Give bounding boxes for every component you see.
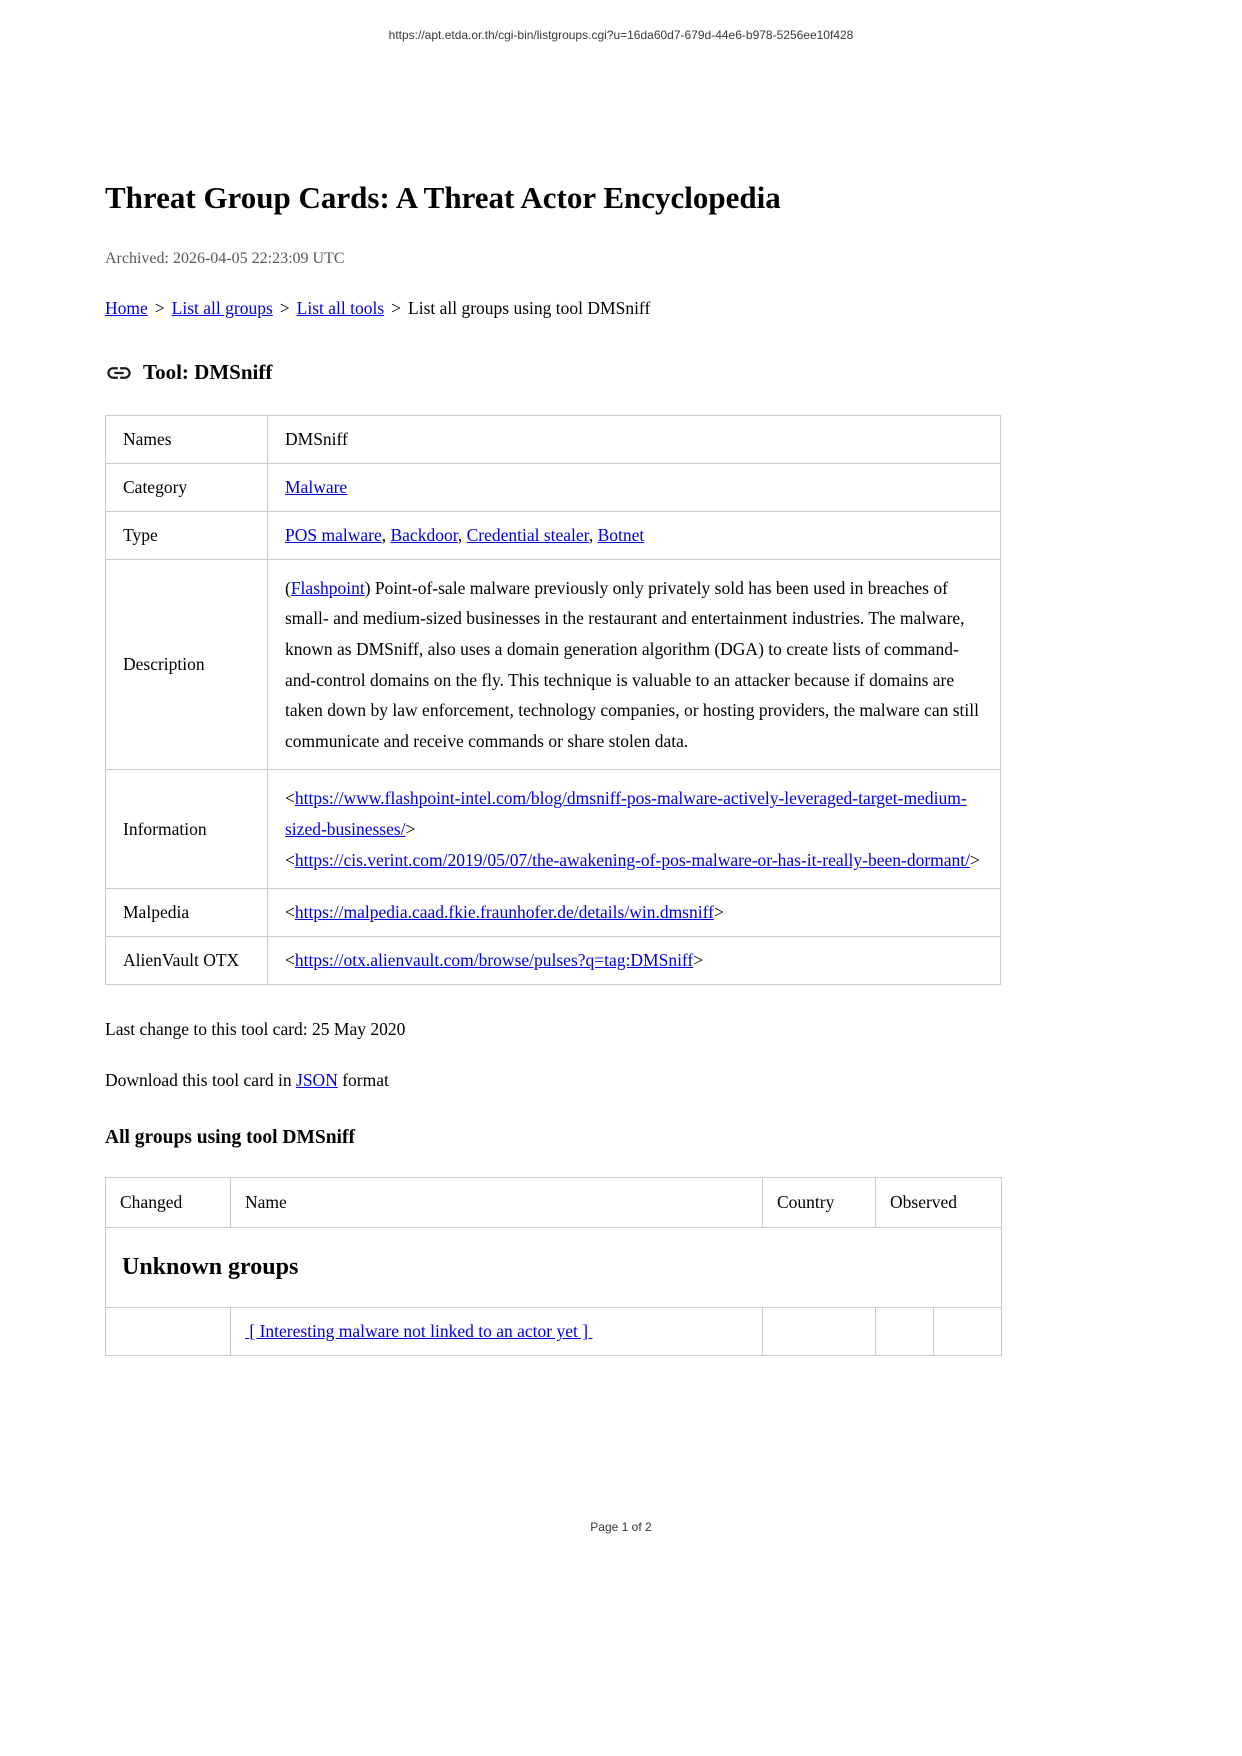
category-value bbox=[268, 463, 1001, 511]
tool-heading-label: Tool: DMSniff bbox=[143, 360, 273, 385]
group-country-cell bbox=[763, 1308, 876, 1356]
row-label-malpedia: Malpedia bbox=[106, 889, 268, 937]
breadcrumb-separator: > bbox=[279, 297, 290, 318]
flashpoint-link[interactable]: Flashpoint bbox=[290, 577, 365, 598]
row-label-type: Type bbox=[106, 511, 268, 559]
groups-table bbox=[105, 1177, 1002, 1356]
information-line bbox=[285, 845, 983, 876]
column-header-country: Country bbox=[763, 1178, 876, 1228]
page-title: Threat Group Cards: A Threat Actor Encyclopedia bbox=[105, 180, 781, 215]
group-observed-end-cell bbox=[934, 1308, 1002, 1356]
comma-separator: , bbox=[588, 524, 598, 545]
comma-separator: , bbox=[381, 524, 391, 545]
description-value bbox=[268, 559, 1001, 770]
type-pos-malware-link[interactable]: POS malware bbox=[285, 524, 382, 545]
angle-open: < bbox=[285, 950, 295, 971]
row-label-information: Information bbox=[106, 770, 268, 889]
group-row bbox=[106, 1308, 1002, 1356]
groups-section-heading: All groups using tool DMSniff bbox=[105, 1127, 355, 1149]
download-note bbox=[105, 1070, 1137, 1091]
breadcrumb-home[interactable]: Home bbox=[105, 297, 148, 318]
groups-section-row bbox=[106, 1228, 1002, 1308]
table-row-type bbox=[106, 511, 1001, 559]
row-label-alienvault: AlienVault OTX bbox=[106, 937, 268, 985]
malpedia-value bbox=[268, 889, 1001, 937]
information-flashpoint-url-link[interactable]: https://www.flashpoint-intel.com/blog/dmsniff-pos-malware-actively-leveraged-target-medium-sized-businesses/ bbox=[285, 788, 967, 840]
column-header-name: Name bbox=[231, 1178, 763, 1228]
breadcrumb bbox=[105, 298, 1137, 319]
group-name-link[interactable]: [ Interesting malware not linked to an actor yet ] bbox=[245, 1321, 593, 1342]
tool-card-table bbox=[105, 415, 1001, 986]
type-backdoor-link[interactable]: Backdoor bbox=[390, 524, 458, 545]
groups-header-row bbox=[106, 1178, 1002, 1228]
download-suffix: format bbox=[337, 1070, 389, 1091]
type-botnet-link[interactable]: Botnet bbox=[597, 524, 645, 545]
print-header-url: https://apt.etda.or.th/cgi-bin/listgroups.cgi?u=16da60d7-679d-44e6-b978-5256ee10f428 bbox=[388, 28, 854, 42]
breadcrumb-separator: > bbox=[391, 297, 402, 318]
comma-separator: , bbox=[457, 524, 467, 545]
angle-open: < bbox=[285, 902, 295, 923]
information-value bbox=[268, 770, 1001, 889]
type-credential-stealer-link[interactable]: Credential stealer bbox=[466, 524, 589, 545]
information-verint-url-link[interactable]: https://cis.verint.com/2019/05/07/the-awakening-of-pos-malware-or-has-it-really-been-dormant/ bbox=[294, 849, 971, 870]
table-row-names bbox=[106, 415, 1001, 463]
download-prefix: Download this tool card in bbox=[105, 1070, 297, 1091]
tool-heading bbox=[105, 359, 1137, 387]
names-value: DMSniff bbox=[268, 415, 1001, 463]
page-number: Page 1 of 2 bbox=[590, 1520, 652, 1534]
angle-close: > bbox=[970, 849, 980, 870]
angle-close: > bbox=[405, 819, 416, 840]
description-text: ) Point-of-sale malware previously only privately sold has been used in breaches of small- and medium-sized businesses in the restaurant and entertainment industries. The malware, known as DMSniff, also uses a domain generation algorithm (DGA) to create lists of command-and-control domains on the fly. This technique is valuable to an attacker because if domains are taken down by law enforcement, technology companies, or hosting providers, the malware can still communicate and receive commands or share stolen data. bbox=[285, 577, 979, 751]
breadcrumb-separator: > bbox=[154, 297, 165, 318]
alienvault-url-link[interactable]: https://otx.alienvault.com/browse/pulses?q=tag:DMSniff bbox=[294, 950, 694, 971]
angle-open: < bbox=[285, 788, 295, 809]
table-row-information bbox=[106, 770, 1001, 889]
unknown-groups-heading: Unknown groups bbox=[106, 1228, 1002, 1308]
group-name-cell bbox=[231, 1308, 763, 1356]
download-json-link[interactable]: JSON bbox=[296, 1070, 338, 1091]
description-paren-open: ( bbox=[285, 577, 291, 598]
row-label-description: Description bbox=[106, 559, 268, 770]
link-icon bbox=[105, 359, 133, 387]
angle-open: < bbox=[285, 849, 295, 870]
row-label-names: Names bbox=[106, 415, 268, 463]
column-header-changed: Changed bbox=[106, 1178, 231, 1228]
alienvault-value bbox=[268, 937, 1001, 985]
last-change-note: Last change to this tool card: 25 May 2020 bbox=[105, 1019, 406, 1040]
group-changed-cell bbox=[106, 1308, 231, 1356]
table-row-malpedia bbox=[106, 889, 1001, 937]
information-line bbox=[285, 783, 983, 844]
angle-close: > bbox=[693, 950, 704, 971]
table-row-category bbox=[106, 463, 1001, 511]
table-row-description bbox=[106, 559, 1001, 770]
group-observed-start-cell bbox=[876, 1308, 934, 1356]
breadcrumb-list-all-groups[interactable]: List all groups bbox=[171, 297, 273, 318]
type-value bbox=[268, 511, 1001, 559]
angle-close: > bbox=[713, 902, 724, 923]
archived-timestamp: Archived: 2026-04-05 22:23:09 UTC bbox=[105, 249, 345, 267]
breadcrumb-list-all-tools[interactable]: List all tools bbox=[296, 297, 385, 318]
row-label-category: Category bbox=[106, 463, 268, 511]
table-row-alienvault bbox=[106, 937, 1001, 985]
breadcrumb-current: List all groups using tool DMSniff bbox=[408, 297, 651, 318]
category-malware-link[interactable]: Malware bbox=[285, 476, 348, 497]
malpedia-url-link[interactable]: https://malpedia.caad.fkie.fraunhofer.de/details/win.dmsniff bbox=[294, 902, 714, 923]
column-header-observed: Observed bbox=[876, 1178, 1002, 1228]
